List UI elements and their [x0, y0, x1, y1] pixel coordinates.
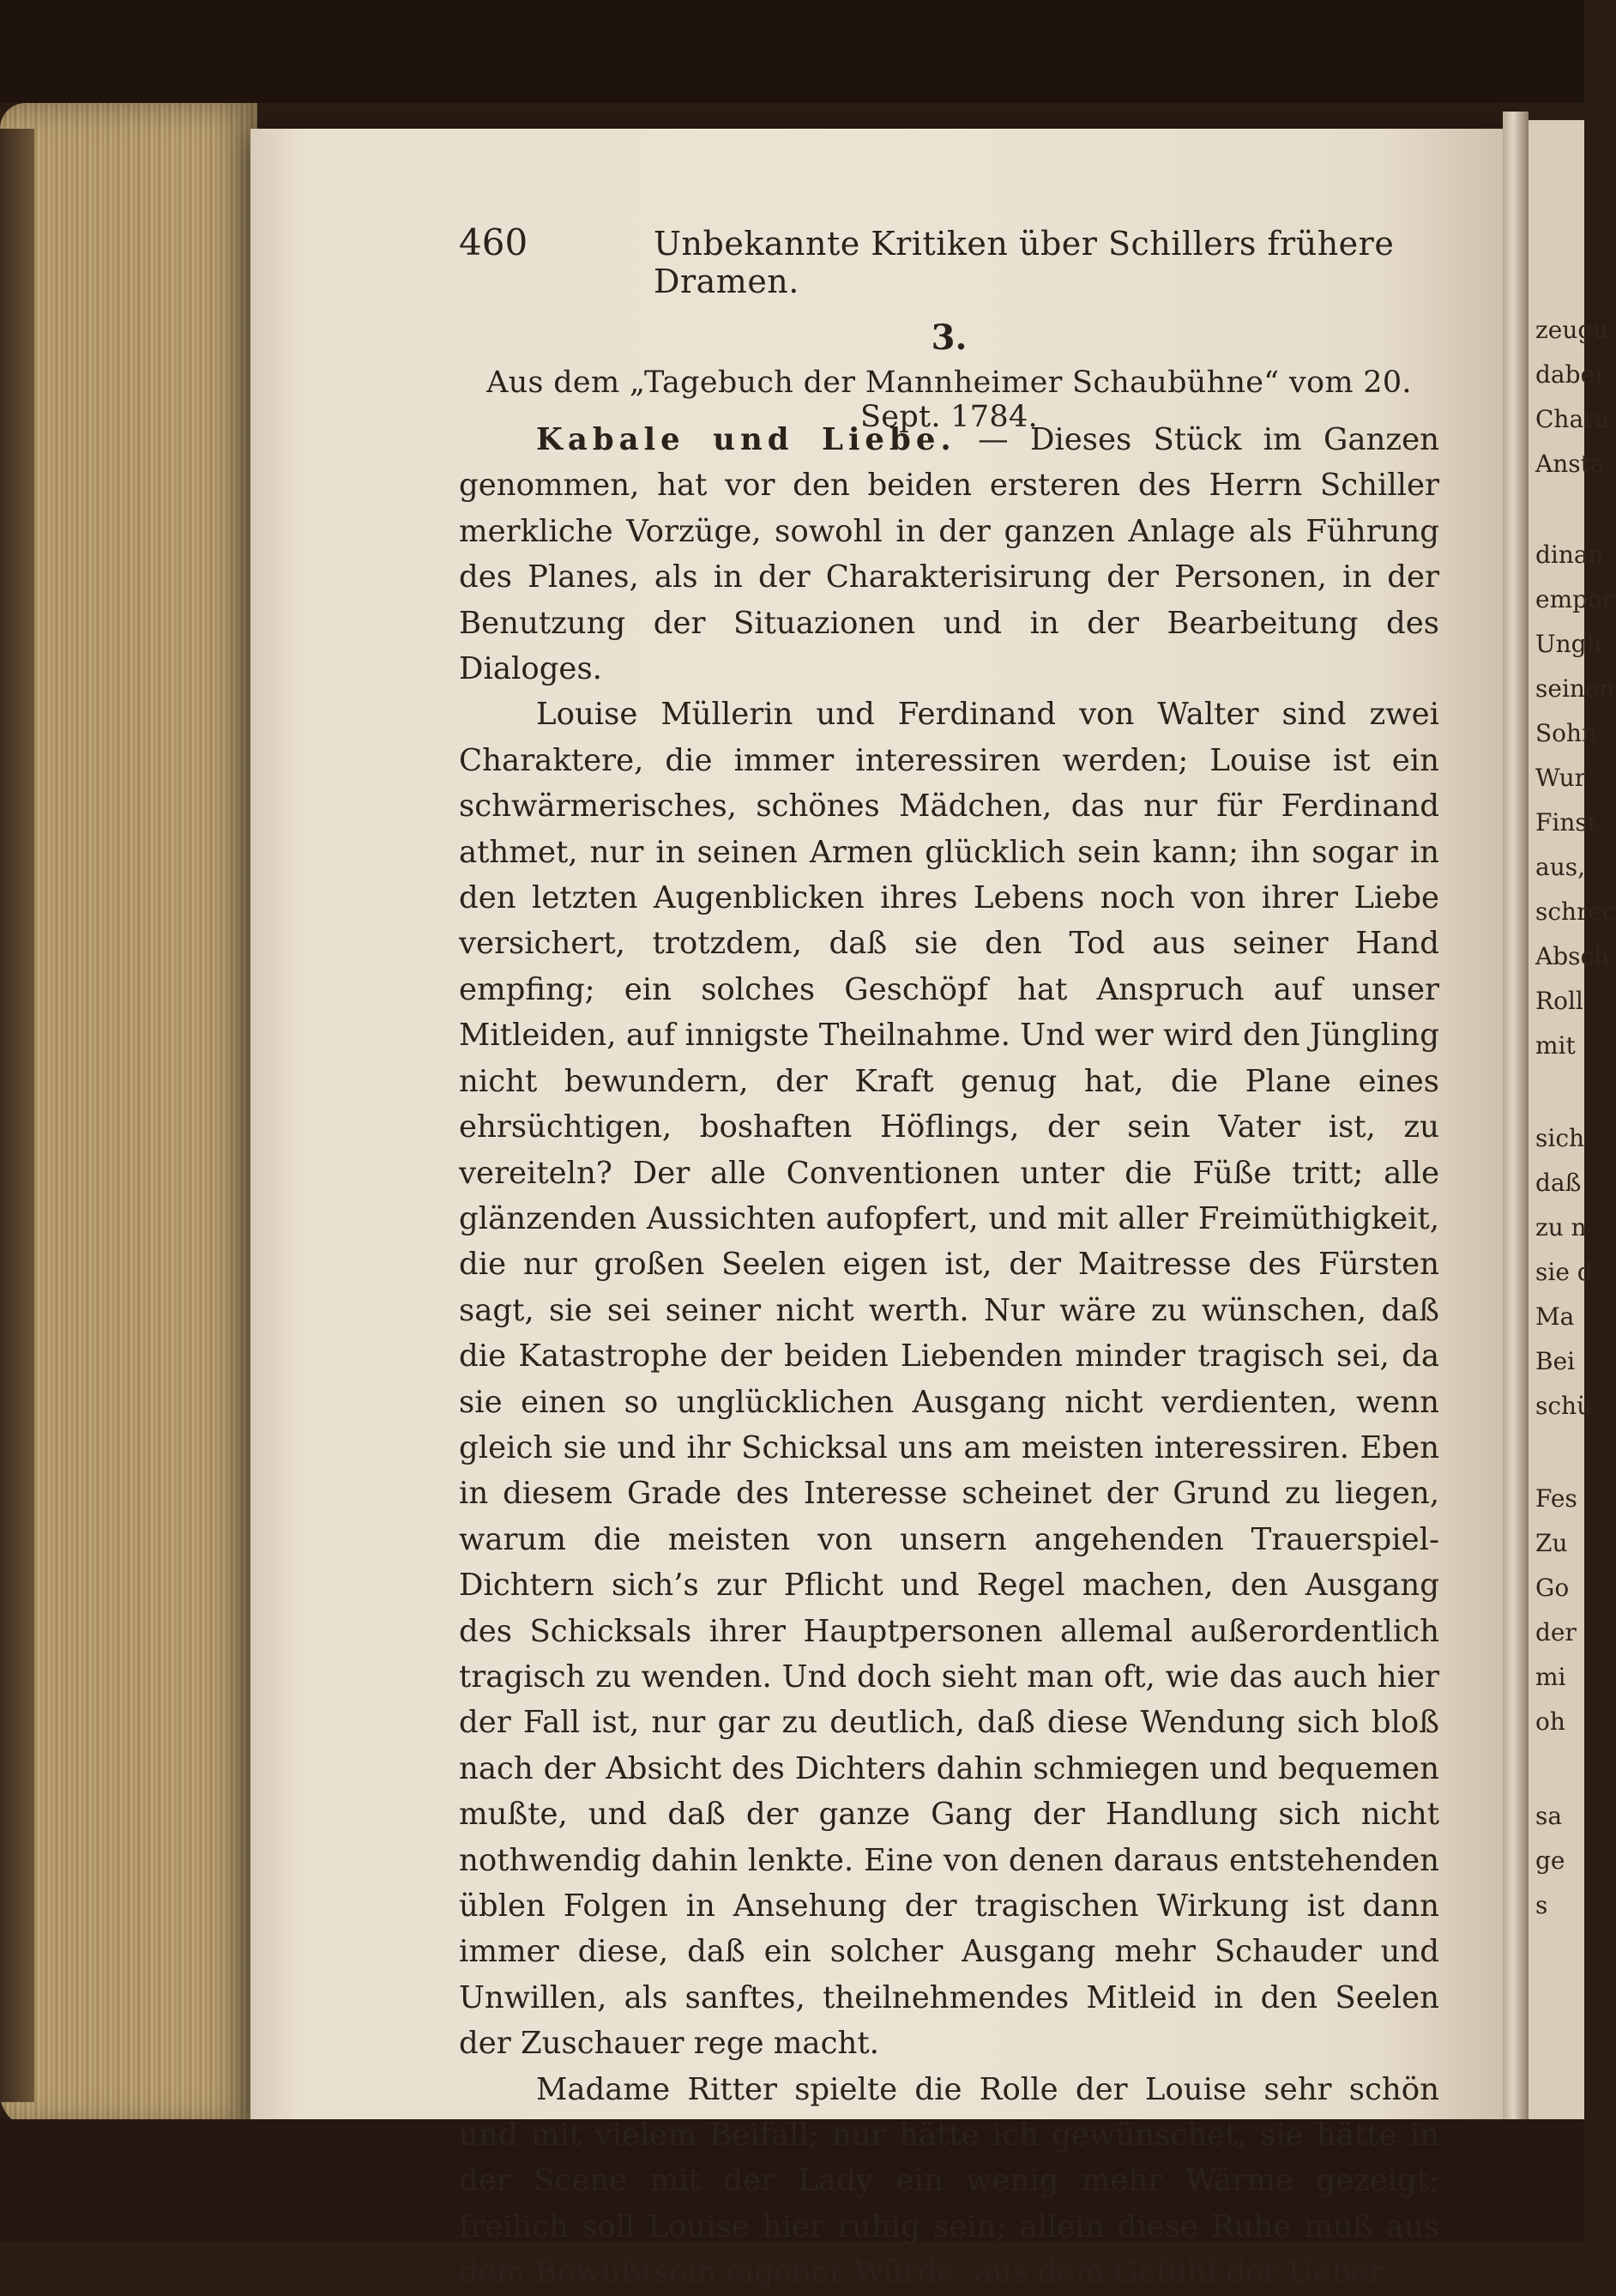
play-title: Kabale und Liebe. [536, 422, 956, 457]
facing-line: mi [1535, 1663, 1566, 1691]
facing-line: Wur [1535, 764, 1587, 792]
book-cover-edge [0, 129, 34, 2102]
facing-line: Fes [1535, 1484, 1577, 1513]
source-line: Aus dem „Tagebuch der Mannheimer Schaubühne“ vom 20. Sept. 1784. [486, 366, 1412, 434]
facing-line: ge [1535, 1846, 1565, 1875]
facing-line: sie d [1535, 1258, 1593, 1286]
page-content [459, 214, 1439, 2296]
facing-line: Absch [1535, 942, 1610, 970]
facing-line: der [1535, 1618, 1577, 1646]
facing-line: sich [1535, 1124, 1585, 1152]
paragraph-2: Louise Müllerin und Ferdinand von Walter sind zwei Charaktere, die immer interessiren werden; Louise ist ein schwärmerisches, schönes Mädchen, das nur für Ferdinand athmet, nur in seinen Armen glücklich sein kann; ihn sogar in den letzten Augenblicken ihres Lebens noch von ihrer Liebe versichert, trotzdem, daß sie den Tod aus seiner Hand empfing; ein solches Geschöpf hat Anspruch auf unser Mitleiden, auf innigste Theilnahme. Und wer wird den Jüngling nicht bewundern, der Kraft genug hat, die Plane eines ehrsüchtigen, boshaften Höflings, der sein Vater ist, zu vereiteln? Der alle Conventionen unter die Füße tritt; alle glänzenden Aussichten aufopfert, und mit aller Freimüthigkeit, die nur großen Seelen eigen ist, der Maitresse des Fürsten sagt, sie sei seiner nicht werth. Nur wäre zu wünschen, daß die Katastrophe der beiden Liebenden minder tragisch sei, da sie einen so unglücklichen Ausgang nicht verdienten, wenn gleich sie und ihr Schicksal uns am meisten interessiren. Eben in diesem Grade des Interesse scheinet der Grund zu liegen, warum die meisten von unsern angehenden Trauerspiel-Dichtern sich’s zur Pflicht und Regel machen, den Ausgang des Schicksals ihrer Hauptpersonen allemal außerordentlich tragisch zu wenden. Und doch sieht man oft, wie das auch hier der Fall ist, nur gar zu deutlich, daß diese Wendung sich bloß nach der Absicht des Dichters dahin schmiegen und bequemen mußte, und daß der ganze Gang der Handlung sich nicht nothwendig dahin lenkte. Eine von denen daraus entstehenden üblen Folgen in Ansehung der tragischen Wirkung ist dann immer diese, daß ein solcher Ausgang mehr Schauder und Unwillen, als sanftes, theilnehmendes Mitleid in den Seelen der Zuschauer rege macht. [459, 697, 1439, 2062]
facing-line: oh [1535, 1707, 1565, 1736]
facing-line: zeugu [1535, 316, 1609, 344]
facing-line: sa [1535, 1802, 1563, 1830]
facing-line: zu n [1535, 1213, 1587, 1242]
facing-line: Sohn [1535, 719, 1598, 747]
facing-line: Finst [1535, 808, 1598, 837]
paragraph-1-text: — Dieses Stück im Ganzen genommen, hat vor den beiden ersteren des Herrn Schiller merkliche Vorzüge, sowohl in der ganzen Anlage als Führung des Planes, als in der Charakterisirung der Personen, in der Benutzung der Situazionen und in der Bearbeitung des Dialoges. [459, 422, 1439, 687]
facing-line: Roll [1535, 987, 1583, 1015]
facing-line: mit [1535, 1031, 1576, 1060]
running-title: Unbekannte Kritiken über Schillers frühere Dramen. [654, 225, 1395, 300]
running-head [459, 214, 1439, 300]
facing-line: schrec [1535, 897, 1616, 926]
facing-line: daß [1535, 1169, 1582, 1197]
facing-line: Zu [1535, 1529, 1568, 1557]
facing-line: schü [1535, 1392, 1593, 1420]
facing-line: empor [1535, 585, 1614, 613]
paragraph-3: Madame Ritter spielte die Rolle der Louise sehr schön und mit vielem Beifall; nur hätte ich gewünschet, sie hätte in der Scene mit der Lady ein wenig mehr Wärme gezeigt; freilich soll Louise hier ruhig sein; allein diese Ruhe muß aus dem Bewußtsein eigener Würde, aus dem Gefühl der Ueber [459, 2071, 1439, 2291]
page-number: 460 [459, 221, 528, 263]
facing-line: dabei [1535, 360, 1603, 389]
facing-line: Ungli [1535, 630, 1602, 658]
facing-line: dinan [1535, 541, 1604, 569]
paragraph-1 [459, 417, 1439, 692]
page-stack-edge [0, 103, 257, 2128]
facing-line: seinen [1535, 674, 1615, 703]
facing-line: aus, [1535, 853, 1585, 881]
facing-line: Go [1535, 1574, 1570, 1602]
section-number: 3. [931, 317, 968, 358]
page-gutter [1503, 112, 1529, 2136]
facing-line: Chara [1535, 405, 1610, 433]
background-top [0, 0, 1584, 103]
facing-line: s [1535, 1891, 1548, 1919]
body-text [459, 417, 1439, 2296]
facing-line: Ansta [1535, 450, 1605, 478]
facing-page-fragment [1529, 120, 1616, 2119]
facing-line: Ma [1535, 1302, 1575, 1331]
facing-line: Bei [1535, 1347, 1576, 1375]
